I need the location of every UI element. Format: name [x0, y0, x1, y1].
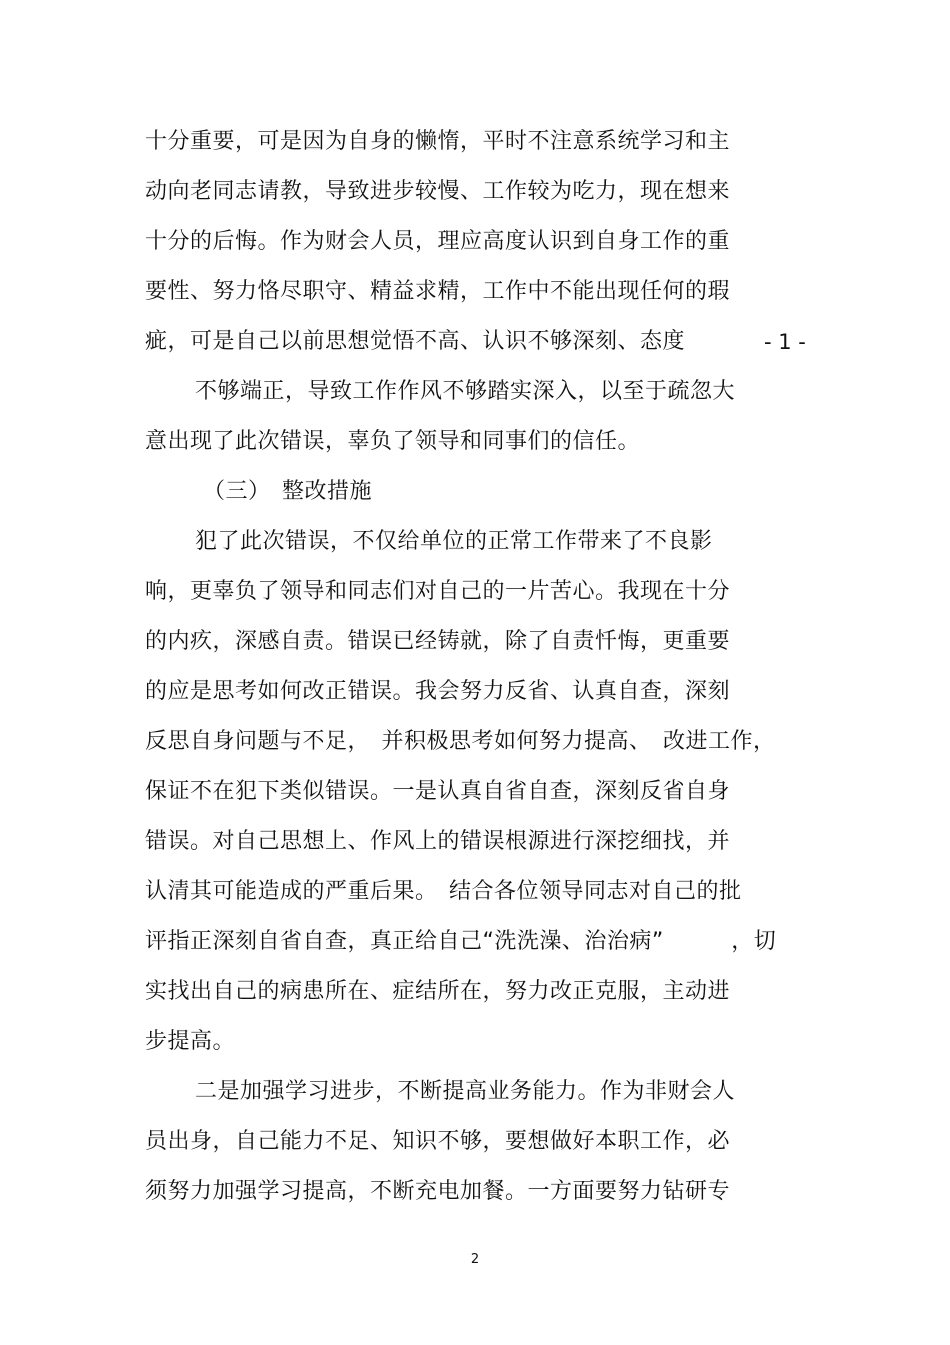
- text-line-14: 保证不在犯下类似错误。一是认真自省自查，深刻反省自身: [145, 779, 731, 804]
- text-line-5: 疵，可是自己以前思想觉悟不高、认识不够深刻、态度: [145, 329, 686, 354]
- inline-page-marker: - 1 -: [764, 330, 806, 354]
- text-line-16: 认清其可能造成的严重后果。 结合各位领导同志对自己的批: [145, 879, 742, 904]
- text-line-4: 要性、努力恪尽职守、精益求精，工作中不能出现任何的瑕: [145, 279, 731, 304]
- text-line-9: 犯了此次错误，不仅给单位的正常工作带来了不良影: [195, 529, 713, 554]
- text-line-11: 的内疚，深感自责。错误已经铸就，除了自责忏悔，更重要: [145, 629, 731, 654]
- text-line-17: 评指正深刻自省自查，真正给自己“洗洗澡、治治病” ，切: [145, 929, 777, 954]
- footer-page-number: 2: [470, 1252, 480, 1267]
- text-line-7: 意出现了此次错误，辜负了领导和同事们的信任。: [145, 429, 641, 454]
- text-line-2: 动向老同志请教，导致进步较慢、工作较为吃力，现在想来: [145, 179, 731, 204]
- text-line-19: 步提高。: [145, 1029, 236, 1054]
- text-line-12: 的应是思考如何改正错误。我会努力反省、认真自查，深刻: [145, 679, 731, 704]
- section-heading: （三） 整改措施: [203, 479, 373, 504]
- text-line-6: 不够端正，导致工作作风不够踏实深入，以至于疏忽大: [195, 379, 736, 404]
- text-line-20: 二是加强学习进步，不断提高业务能力。作为非财会人: [195, 1079, 736, 1104]
- text-line-13: 反思自身问题与不足， 并积极思考如何努力提高、 改进工作，: [145, 729, 776, 754]
- text-line-15: 错误。对自己思想上、作风上的错误根源进行深挖细找，并: [145, 829, 731, 854]
- text-line-18: 实找出自己的病患所在、症结所在，努力改正克服，主动进: [145, 979, 731, 1004]
- text-line-3: 十分的后悔。作为财会人员，理应高度认识到自身工作的重: [145, 229, 731, 254]
- text-line-21: 员出身，自己能力不足、知识不够，要想做好本职工作，必: [145, 1129, 731, 1154]
- text-line-22: 须努力加强学习提高，不断充电加餐。一方面要努力钻研专: [145, 1179, 731, 1204]
- text-line-1: 十分重要，可是因为自身的懒惰，平时不注意系统学习和主: [145, 129, 731, 154]
- text-line-10: 响，更辜负了领导和同志们对自己的一片苦心。我现在十分: [145, 579, 731, 604]
